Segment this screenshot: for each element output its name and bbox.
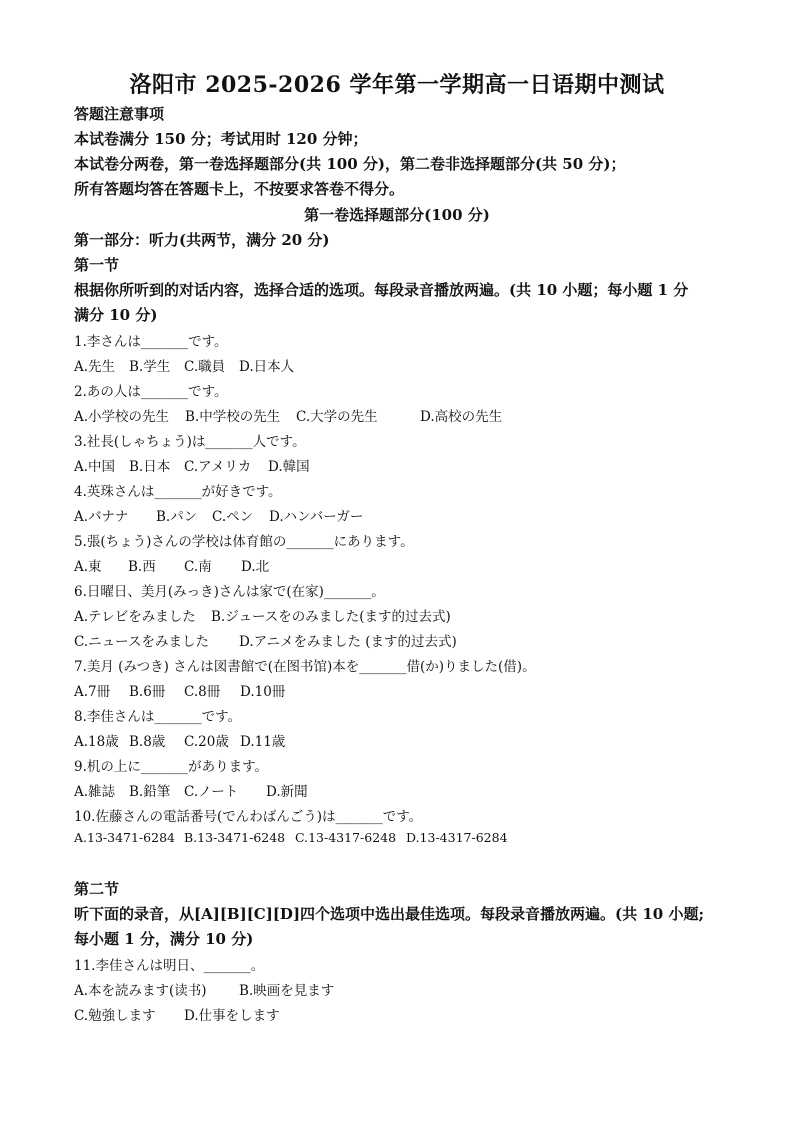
exam-title: 洛阳市 2025-2026 学年第一学期高一日语期中测试 (129, 72, 665, 98)
options-6b (74, 630, 457, 650)
notice-heading: 答题注意事项 (74, 105, 165, 123)
option: C.大学の先生 (296, 409, 378, 425)
option: A.テレビをみました (74, 609, 196, 625)
option: D.アニメをみました (ます的过去式) (239, 634, 457, 650)
option: C.アメリカ (184, 459, 252, 475)
option: D.10冊 (240, 684, 286, 700)
question-6: 6.日曜日、美月(みっき)さんは家で(在家)_______。 (74, 584, 385, 600)
question-3: 3.社長(しゃちょう)は_______人です。 (74, 434, 306, 450)
option: B.8歳 (129, 734, 166, 750)
option: A.18歳 (74, 734, 119, 750)
option: C.8冊 (184, 684, 221, 700)
option: B.西 (128, 559, 156, 575)
notice-line: 本试卷分两卷，第一卷选择题部分(共 100 分)，第二卷非选择题部分(共 50 分)； (74, 155, 626, 173)
options-5 (74, 555, 269, 575)
options-9 (74, 780, 308, 800)
option: B.13-3471-6248 (184, 830, 286, 845)
option: B.鉛筆 (129, 784, 171, 800)
question-10: 10.佐藤さんの電話番号(でんわばんごう)は_______です。 (74, 809, 423, 825)
option: C.南 (184, 559, 212, 575)
question-4: 4.英珠さんは_______が好きです。 (74, 484, 282, 500)
question-11: 11.李佳さんは明日、_______。 (74, 958, 265, 974)
notice-line: 所有答题均答在答题卡上，不按要求答卷不得分。 (74, 180, 405, 198)
question-8: 8.李佳さんは_______です。 (74, 709, 242, 725)
section2-instruction: 每小题 1 分，满分 10 分) (74, 930, 254, 948)
options-4 (74, 505, 363, 525)
options-10 (74, 830, 508, 845)
options-2 (74, 405, 502, 425)
option: B.6冊 (129, 684, 166, 700)
option: C.ノート (184, 784, 239, 800)
option: B.日本 (129, 459, 171, 475)
option: A.7冊 (74, 684, 111, 700)
option: A.13-3471-6284 (74, 830, 175, 845)
question-7: 7.美月 (みつき) さんは図書館で(在图书馆)本を_______借(か)りました(借)。 (74, 659, 536, 675)
option: A.バナナ (74, 509, 129, 525)
option: A.東 (74, 559, 102, 575)
part1-heading: 第一部分：听力(共两节，满分 20 分) (74, 231, 330, 249)
option: D.日本人 (239, 359, 295, 375)
section2-instruction: 听下面的录音，从[A][B][C][D]四个选项中选出最佳选项。每段录音播放两遍。(共 10 小题; (74, 905, 704, 923)
option: A.本を読みます(读书) (74, 983, 207, 999)
question-9: 9.机の上に_______があります。 (74, 759, 269, 775)
option: D.高校の先生 (420, 409, 503, 425)
options-3 (74, 455, 310, 475)
options-11b (74, 1004, 280, 1024)
option: A.雑誌 (74, 784, 116, 800)
options-1 (74, 355, 294, 375)
option: A.中国 (74, 459, 116, 475)
option: D.13-4317-6284 (406, 830, 508, 845)
section2-heading: 第二节 (74, 880, 120, 898)
option: B.ジュースをのみました(ます的过去式) (211, 609, 451, 625)
option: C.ニュースをみました (74, 634, 209, 650)
options-6a (74, 605, 451, 625)
option: D.北 (241, 559, 270, 575)
option: B.中学校の先生 (185, 409, 281, 425)
option: A.小学校の先生 (74, 409, 170, 425)
option: C.勉強します (74, 1008, 156, 1024)
section1-instruction: 满分 10 分) (74, 306, 158, 324)
option: D.11歳 (240, 734, 286, 750)
option: A.先生 (74, 359, 116, 375)
option: C.ペン (212, 509, 254, 525)
option: D.仕事をします (184, 1008, 280, 1024)
option: D.新聞 (266, 784, 308, 800)
section1-instruction: 根据你所听到的对话内容，选择合适的选项。每段录音播放两遍。(共 10 小题；每小题 1 分 (74, 281, 689, 299)
question-1: 1.李さんは_______です。 (74, 334, 228, 350)
section1-heading: 第一节 (74, 256, 120, 274)
option: C.13-4317-6248 (295, 830, 397, 845)
option: B.パン (156, 509, 198, 525)
question-5: 5.張(ちょう)さんの学校は体育館の_______にあります。 (74, 534, 414, 550)
notice-line: 本试卷满分 150 分；考试用时 120 分钟； (74, 130, 368, 148)
option: B.映画を見ます (239, 983, 335, 999)
option: D.ハンバーガー (269, 509, 364, 525)
option: C.職員 (184, 359, 226, 375)
options-8 (74, 730, 285, 750)
options-7 (74, 680, 285, 700)
volume1-heading: 第一卷选择题部分(100 分) (304, 206, 490, 224)
question-2: 2.あの人は_______です。 (74, 384, 228, 400)
option: D.韓国 (268, 459, 310, 475)
options-11a (74, 979, 334, 999)
option: B.学生 (129, 359, 171, 375)
option: C.20歳 (184, 734, 229, 750)
